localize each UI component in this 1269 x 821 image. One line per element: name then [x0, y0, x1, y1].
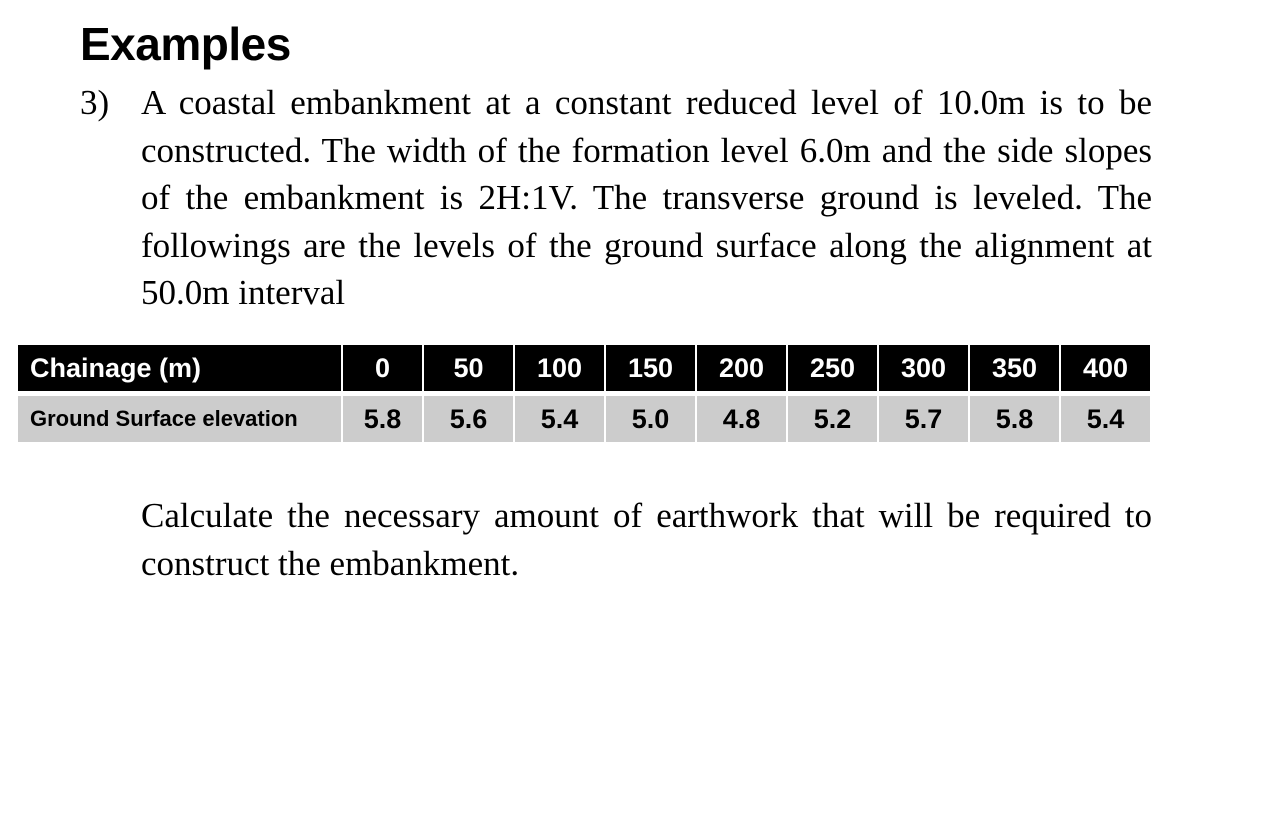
elevation-cell: 5.8: [343, 396, 424, 442]
chainage-cell: 50: [424, 345, 515, 396]
page-title: Examples: [80, 18, 291, 70]
chainage-cell: 100: [515, 345, 606, 396]
ground-level-table: [18, 345, 1150, 442]
elevation-cell: 5.7: [879, 396, 970, 442]
problem-statement: [80, 79, 1152, 317]
problem-number: 3): [80, 83, 110, 122]
elevation-row-label: Ground Surface elevation: [18, 396, 343, 442]
chainage-cell: 200: [697, 345, 788, 396]
elevation-cell: 5.0: [606, 396, 697, 442]
chainage-header-label: Chainage (m): [18, 345, 343, 396]
chainage-cell: 400: [1061, 345, 1150, 396]
problem-text: A coastal embankment at a constant reduced level of 10.0m is to be constructed. The width of the formation level 6.0m and the side slopes of the embankment is 2H:1V. The transverse ground is leveled. The followings are the levels of the ground surface along the alignment at 50.0m interval: [141, 83, 1152, 312]
chainage-cell: 250: [788, 345, 879, 396]
elevation-cell: 4.8: [697, 396, 788, 442]
chainage-cell: 350: [970, 345, 1061, 396]
closing-instruction: Calculate the necessary amount of earthwork that will be required to construct the embankment.: [141, 496, 1152, 583]
chainage-cell: 150: [606, 345, 697, 396]
elevation-cell: 5.6: [424, 396, 515, 442]
elevation-cell: 5.4: [515, 396, 606, 442]
elevation-cell: 5.4: [1061, 396, 1150, 442]
elevation-cell: 5.2: [788, 396, 879, 442]
elevation-cell: 5.8: [970, 396, 1061, 442]
elevation-row: [18, 396, 1150, 442]
chainage-cell: 0: [343, 345, 424, 396]
chainage-cell: 300: [879, 345, 970, 396]
chainage-row: [18, 345, 1150, 396]
